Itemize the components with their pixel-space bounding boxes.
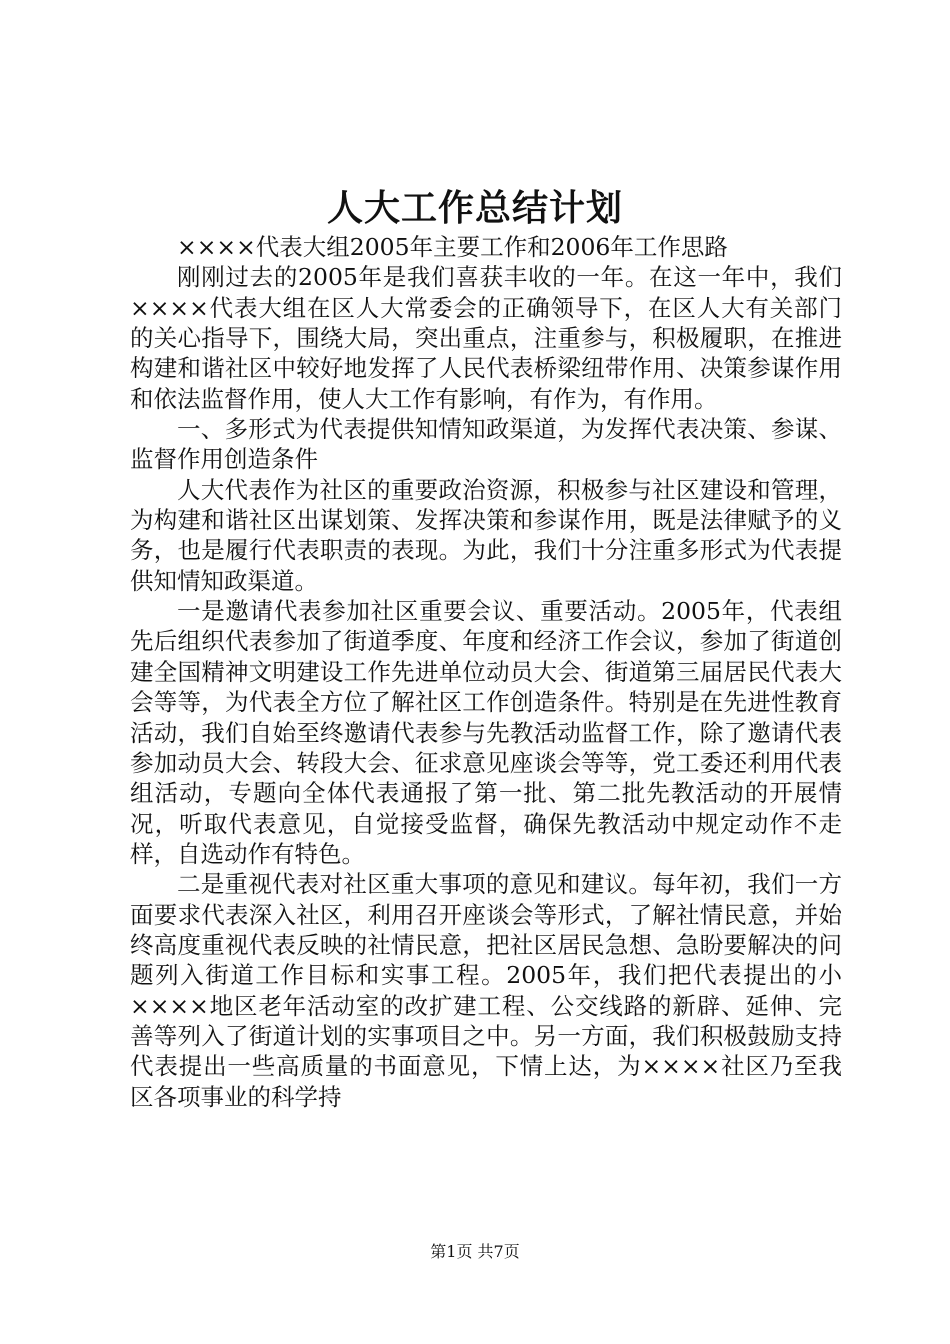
document-title: 人大工作总结计划 xyxy=(326,187,623,229)
body-paragraph: 一是邀请代表参加社区重要会议、重要活动。2005年，代表组先后组织代表参加了街道季度、年度和经济工作会议，参加了街道创建全国精神文明建设工作先进单位动员大会、街道第三届居民代表大会等等，为代表全方位了解社区工作创造条件。特别是在先进性教育活动，我们自始至终邀请代表参与先教活动监督工作，除了邀请代表参加动员大会、转段大会、征求意见座谈会等等，党工委还利用代表组活动，专题向全体代表通报了第一批、第二批先教活动的开展情况，听取代表意见，自觉接受监督，确保先教活动中规定动作不走样，自选动作有特色。 xyxy=(130,597,842,868)
body-paragraph: 刚刚过去的2005年是我们喜获丰收的一年。在这一年中，我们××××代表大组在区人大常委会的正确领导下，在区人大有关部门的关心指导下，围绕大局，突出重点，注重参与，积极履职，在推进构建和谐社区中较好地发挥了人民代表桥梁纽带作用、决策参谋作用和依法监督作用，使人大工作有影响，有作为，有作用。 xyxy=(130,263,842,413)
body-paragraph: 人大代表作为社区的重要政治资源，积极参与社区建设和管理，为构建和谐社区出谋划策、发挥决策和参谋作用，既是法律赋予的义务，也是履行代表职责的表现。为此，我们十分注重多形式为代表提供知情知政渠道。 xyxy=(130,475,842,595)
page-footer: 第1页 共7页 xyxy=(430,1242,520,1261)
section-heading-paragraph: 一、多形式为代表提供知情知政渠道，为发挥代表决策、参谋、监督作用创造条件 xyxy=(130,415,842,474)
body-paragraph: 二是重视代表对社区重大事项的意见和建议。每年初，我们一方面要求代表深入社区，利用召开座谈会等形式，了解社情民意，并始终高度重视代表反映的社情民意，把社区居民急想、急盼要解决的问题列入街道工作目标和实事工程。2005年，我们把代表提出的小××××地区老年活动室的改扩建工程、公交线路的新辟、延伸、完善等列入了街道计划的实事项目之中。另一方面，我们积极鼓励支持代表提出一些高质量的书面意见，下情上达，为××××社区乃至我区各项事业的科学持 xyxy=(130,870,842,1111)
document-body xyxy=(130,232,842,1112)
subtitle-paragraph: ××××代表大组2005年主要工作和2006年工作思路 xyxy=(177,233,728,261)
